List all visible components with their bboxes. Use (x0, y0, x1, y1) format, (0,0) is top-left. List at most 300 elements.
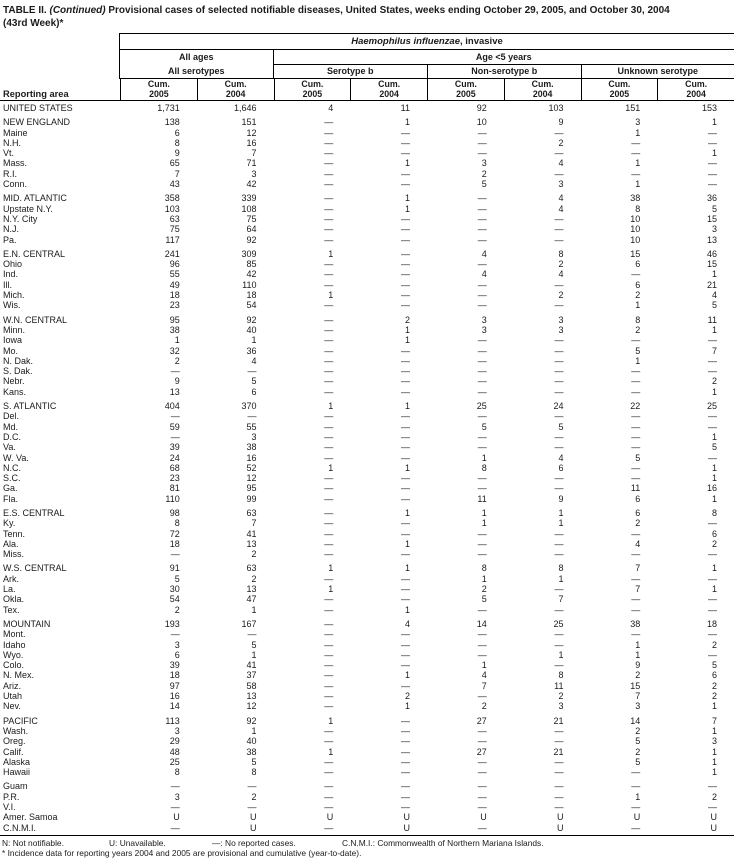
table-row (0, 325, 734, 335)
table-header (0, 33, 734, 101)
value-cell: 5 (481, 594, 487, 605)
value-cell: 4 (558, 158, 564, 169)
value-cell: 95 (169, 314, 180, 325)
value-cell: 15 (630, 680, 641, 691)
value-cell: — (477, 355, 487, 366)
value-cell: 2 (635, 746, 641, 757)
reporting-area-cell: Wash. (3, 725, 29, 736)
value-cell: 9 (558, 117, 564, 128)
value-cell: 7 (558, 594, 564, 605)
reporting-area-cell: E.N. CENTRAL (3, 248, 66, 259)
value-cell: 5 (174, 573, 180, 584)
value-cell: 108 (241, 203, 257, 214)
value-cell: 5 (711, 203, 717, 214)
value-cell: 6 (711, 670, 717, 681)
value-cell: — (324, 411, 334, 422)
value-cell: — (324, 518, 334, 529)
value-cell: — (554, 584, 564, 595)
value-cell: 5 (481, 179, 487, 190)
value-cell: 40 (246, 324, 257, 335)
continued-label: (Continued) (49, 5, 106, 16)
value-cell: — (631, 137, 641, 148)
value-cell: 2 (251, 573, 257, 584)
table-row (0, 290, 734, 300)
value-cell: — (477, 203, 487, 214)
value-cell: — (324, 269, 334, 280)
value-cell: — (554, 355, 564, 366)
value-cell: — (554, 335, 564, 346)
footnote-not-notifiable: N: Not notifiable. (2, 837, 64, 848)
value-cell: 5 (251, 376, 257, 387)
reporting-area-cell: Ark. (3, 573, 20, 584)
value-cell: — (401, 660, 410, 671)
value-cell: 2 (481, 168, 487, 179)
value-cell: — (247, 802, 257, 812)
value-cell: 22 (630, 401, 641, 412)
value-cell: U (403, 812, 410, 823)
value-cell: — (708, 137, 717, 148)
value-cell: — (708, 452, 717, 463)
table-row (0, 529, 734, 539)
value-cell: 1 (711, 584, 717, 595)
reporting-area-cell: E.S. CENTRAL (3, 507, 65, 518)
value-cell: — (324, 691, 334, 702)
value-cell: 2 (174, 355, 180, 366)
value-cell: 18 (169, 670, 180, 681)
value-cell: 25 (169, 756, 180, 767)
value-cell: 1 (711, 563, 717, 574)
value-cell: 1,646 (233, 103, 257, 113)
cum-year-header: Cum. 2005 (427, 79, 504, 100)
value-cell: — (554, 538, 564, 549)
cum-year-header: Cum. 2005 (120, 79, 197, 100)
reporting-area-cell: Wis. (3, 300, 21, 311)
value-cell: 21 (706, 279, 717, 290)
table-row (0, 315, 734, 325)
table-row (0, 584, 734, 594)
value-cell: 1 (558, 507, 564, 518)
table-row (0, 259, 734, 269)
value-cell: 6 (635, 493, 641, 504)
value-cell: 3 (251, 431, 257, 442)
value-cell: 64 (246, 224, 257, 235)
value-cell: — (477, 736, 487, 747)
value-cell: 1 (711, 725, 717, 736)
value-cell: 1 (404, 507, 410, 518)
value-cell: — (554, 148, 564, 159)
table-row (0, 401, 734, 411)
table-row (0, 812, 734, 822)
table-title-text: Provisional cases of selected notifiable diseases, United States, weeks ending October 29, 2005, and October 30, 2004 (108, 5, 670, 16)
value-cell: 7 (174, 168, 180, 179)
table-row (0, 483, 734, 493)
reporting-area-cell: NEW ENGLAND (3, 117, 71, 128)
value-cell: — (401, 736, 410, 747)
value-cell: 38 (246, 442, 257, 453)
value-cell: — (708, 781, 717, 792)
value-cell: 6 (251, 386, 257, 397)
value-cell: — (324, 483, 334, 494)
value-cell: — (401, 411, 410, 422)
value-cell: — (324, 573, 334, 584)
value-cell: 1 (635, 179, 641, 190)
value-cell: 38 (630, 193, 641, 204)
value-cell: — (708, 629, 717, 640)
value-cell: 98 (169, 507, 180, 518)
value-cell: — (477, 224, 487, 235)
footnote-unavailable: U: Unavailable. (109, 837, 166, 848)
reporting-area-cell: N.Y. City (3, 213, 38, 224)
value-cell: 339 (241, 193, 257, 204)
value-cell: — (401, 442, 410, 453)
value-cell: 5 (711, 300, 717, 311)
table-row (0, 629, 734, 639)
value-cell: — (708, 158, 717, 169)
value-cell: — (401, 431, 410, 442)
value-cell: — (708, 411, 717, 422)
cum-year-header: Cum. 2004 (350, 79, 427, 100)
value-cell: 32 (169, 345, 180, 356)
col-group-unknown-serotype: Unknown serotype (581, 65, 734, 79)
value-cell: — (401, 715, 410, 726)
value-cell: 151 (241, 117, 257, 128)
value-cell: 1 (481, 452, 487, 463)
value-cell: 14 (630, 715, 641, 726)
value-cell: — (554, 639, 564, 650)
value-cell: 5 (251, 756, 257, 767)
value-cell: — (554, 736, 564, 747)
value-cell: 4 (251, 355, 257, 366)
value-cell: — (554, 345, 564, 356)
reporting-area-cell: Ariz. (3, 680, 21, 691)
value-cell: U (557, 822, 564, 833)
value-cell: 2 (635, 290, 641, 301)
value-cell: — (324, 213, 334, 224)
value-cell: 1 (711, 493, 717, 504)
value-cell: — (324, 781, 334, 792)
value-cell: 8 (558, 563, 564, 574)
value-cell: 309 (241, 248, 257, 259)
value-cell: — (477, 442, 487, 453)
value-cell: — (477, 639, 487, 650)
value-cell: 193 (164, 618, 180, 629)
value-cell: — (631, 528, 641, 539)
reporting-area-cell: Del. (3, 411, 20, 422)
table-row (0, 158, 734, 168)
value-cell: 24 (169, 452, 180, 463)
footnotes (0, 836, 734, 858)
value-cell: — (477, 781, 487, 792)
reporting-area-cell: Tenn. (3, 528, 26, 539)
value-cell: — (554, 660, 564, 671)
value-cell: — (170, 431, 180, 442)
value-cell: — (324, 604, 334, 615)
value-cell: 3 (635, 701, 641, 712)
table-row (0, 148, 734, 158)
value-cell: 4 (711, 290, 717, 301)
value-cell: 1 (328, 563, 334, 574)
value-cell: — (324, 421, 334, 432)
value-cell: — (554, 168, 564, 179)
value-cell: 39 (169, 442, 180, 453)
value-cell: 7 (635, 563, 641, 574)
table-row (0, 691, 734, 701)
value-cell: — (401, 421, 410, 432)
value-cell: 5 (711, 442, 717, 453)
value-cell: — (477, 376, 487, 387)
value-cell: — (477, 234, 487, 245)
reporting-area-cell: Ill. (3, 279, 12, 290)
value-cell: 1 (711, 473, 717, 484)
value-cell: 8 (251, 767, 257, 778)
value-cell: — (324, 193, 334, 204)
region-group (0, 103, 734, 113)
table-row (0, 802, 734, 812)
value-cell: — (477, 604, 487, 615)
footnote-legend-line (2, 838, 734, 848)
value-cell: 8 (635, 203, 641, 214)
value-cell: — (477, 528, 487, 539)
reporting-area-cell: Mont. (3, 629, 26, 640)
value-cell: — (401, 279, 410, 290)
value-cell: 16 (246, 452, 257, 463)
reporting-area-cell: Wyo. (3, 649, 24, 660)
reporting-area-cell: Md. (3, 421, 19, 432)
value-cell: U (250, 812, 257, 823)
value-cell: — (708, 549, 717, 560)
value-cell: 14 (169, 701, 180, 712)
value-cell: 1 (711, 462, 717, 473)
value-cell: — (324, 386, 334, 397)
value-cell: 36 (706, 193, 717, 204)
region-group (0, 508, 734, 559)
value-cell: 63 (246, 507, 257, 518)
value-cell: — (554, 483, 564, 494)
value-cell: — (324, 736, 334, 747)
table-row (0, 463, 734, 473)
value-cell: 5 (635, 756, 641, 767)
value-cell: — (554, 802, 564, 812)
value-cell: — (324, 528, 334, 539)
value-cell: 4 (558, 203, 564, 214)
value-cell: 4 (481, 248, 487, 259)
value-cell: 25 (553, 618, 564, 629)
value-cell: — (401, 224, 410, 235)
reporting-area-cell: D.C. (3, 431, 21, 442)
value-cell: — (401, 248, 410, 259)
value-cell: — (477, 629, 487, 640)
value-cell: 92 (476, 103, 487, 113)
value-cell: — (477, 193, 487, 204)
value-cell: — (401, 168, 410, 179)
value-cell: 3 (711, 224, 717, 235)
value-cell: 49 (169, 279, 180, 290)
value-cell: — (324, 538, 334, 549)
value-cell: — (554, 549, 564, 560)
value-cell: — (401, 366, 410, 377)
header-stub (0, 50, 120, 65)
col-group-serotype-b: Serotype b (274, 65, 428, 79)
reporting-area-cell: Okla. (3, 594, 25, 605)
value-cell: — (324, 259, 334, 270)
value-cell: 8 (711, 507, 717, 518)
value-cell: 1 (404, 203, 410, 214)
value-cell: 1 (328, 401, 334, 412)
table-row (0, 594, 734, 604)
value-cell: 4 (635, 538, 641, 549)
value-cell: — (324, 629, 334, 640)
value-cell: 1 (481, 507, 487, 518)
value-cell: — (554, 528, 564, 539)
reporting-area-cell: Mo. (3, 345, 19, 356)
value-cell: 2 (558, 259, 564, 270)
value-cell: 110 (242, 279, 257, 290)
value-cell: 63 (246, 563, 257, 574)
value-cell: 103 (164, 203, 180, 214)
reporting-area-cell: N.J. (3, 224, 20, 235)
value-cell: — (631, 431, 641, 442)
value-cell: 52 (246, 462, 257, 473)
value-cell: — (401, 355, 410, 366)
value-cell: 16 (169, 691, 180, 702)
value-cell: 1 (404, 701, 410, 712)
reporting-area-cell: PACIFIC (3, 715, 38, 726)
value-cell: 2 (635, 518, 641, 529)
reporting-area-cell: Va. (3, 442, 16, 453)
reporting-area-cell: Kans. (3, 386, 27, 397)
value-cell: 1 (635, 300, 641, 311)
value-cell: — (477, 148, 487, 159)
value-cell: — (324, 493, 334, 504)
value-cell: — (477, 483, 487, 494)
value-cell: 9 (174, 376, 180, 387)
value-cell: 3 (558, 179, 564, 190)
value-cell: — (708, 355, 717, 366)
value-cell: 47 (246, 594, 257, 605)
value-cell: — (170, 549, 180, 560)
footnote-cnmi: C.N.M.I.: Commonwealth of Northern Mariana Islands. (342, 837, 544, 848)
table-row (0, 767, 734, 777)
value-cell: 1 (328, 462, 334, 473)
table-row (0, 716, 734, 726)
disease-name-rest: , invasive (459, 36, 503, 47)
reporting-area-cell: UNITED STATES (3, 103, 73, 113)
table-row (0, 823, 734, 833)
table-row (0, 214, 734, 224)
value-cell: — (631, 411, 641, 422)
value-cell: 23 (169, 300, 180, 311)
value-cell: — (401, 259, 410, 270)
value-cell: 3 (711, 736, 717, 747)
value-cell: — (708, 604, 717, 615)
value-cell: 11 (477, 493, 487, 504)
value-cell: — (708, 518, 717, 529)
value-cell: 2 (251, 791, 257, 802)
value-cell: — (554, 725, 564, 736)
value-cell: 8 (558, 248, 564, 259)
cum-year-header: Cum. 2005 (581, 79, 658, 100)
value-cell: — (170, 802, 180, 812)
value-cell: — (631, 604, 641, 615)
value-cell: 13 (169, 386, 180, 397)
value-cell: 15 (706, 213, 717, 224)
table-row (0, 726, 734, 736)
table-row (0, 747, 734, 757)
value-cell: 11 (630, 483, 641, 494)
value-cell: — (631, 148, 641, 159)
value-cell: — (708, 802, 717, 812)
value-cell: 2 (711, 791, 717, 802)
value-cell: — (477, 822, 487, 833)
table-row (0, 518, 734, 528)
value-cell: — (477, 213, 487, 224)
table-row (0, 411, 734, 421)
value-cell: 16 (246, 137, 257, 148)
header-stub (0, 33, 120, 50)
reporting-area-cell: W. Va. (3, 452, 29, 463)
reporting-area-cell: W.N. CENTRAL (3, 314, 68, 325)
value-cell: 241 (164, 248, 180, 259)
table-row (0, 356, 734, 366)
value-cell: 12 (246, 127, 257, 138)
value-cell: 25 (706, 401, 717, 412)
value-cell: — (401, 594, 410, 605)
value-cell: 8 (635, 314, 641, 325)
value-cell: 167 (241, 618, 257, 629)
value-cell: 65 (169, 158, 180, 169)
value-cell: 96 (169, 259, 180, 270)
value-cell: 71 (246, 158, 257, 169)
value-cell: — (708, 127, 717, 138)
value-cell: 2 (635, 670, 641, 681)
value-cell: — (401, 518, 410, 529)
value-cell: — (401, 781, 410, 792)
table-row (0, 473, 734, 483)
value-cell: 151 (625, 103, 641, 113)
value-cell: — (324, 701, 334, 712)
value-cell: — (324, 594, 334, 605)
value-cell: 10 (476, 117, 487, 128)
value-cell: 23 (169, 473, 180, 484)
reporting-area-cell: Nebr. (3, 376, 25, 387)
value-cell: — (401, 649, 410, 660)
value-cell: 1 (711, 756, 717, 767)
reporting-area-cell: Ga. (3, 483, 18, 494)
value-cell: 2 (404, 314, 410, 325)
value-cell: — (477, 290, 487, 301)
value-cell: 6 (635, 279, 641, 290)
value-cell: 72 (169, 528, 180, 539)
value-cell: 2 (711, 691, 717, 702)
table-row (0, 650, 734, 660)
value-cell: — (324, 649, 334, 660)
value-cell: — (477, 259, 487, 270)
table-row (0, 494, 734, 504)
value-cell: — (170, 629, 180, 640)
value-cell: — (324, 335, 334, 346)
value-cell: — (477, 802, 487, 812)
value-cell: 68 (169, 462, 180, 473)
value-cell: 1 (481, 660, 487, 671)
value-cell: 5 (635, 345, 641, 356)
table-row (0, 549, 734, 559)
value-cell: — (631, 421, 641, 432)
col-group-non-serotype-b: Non-serotype b (427, 65, 581, 79)
value-cell: 12 (246, 473, 257, 484)
value-cell: 2 (711, 376, 717, 387)
value-cell: 1 (635, 158, 641, 169)
value-cell: 92 (246, 715, 257, 726)
